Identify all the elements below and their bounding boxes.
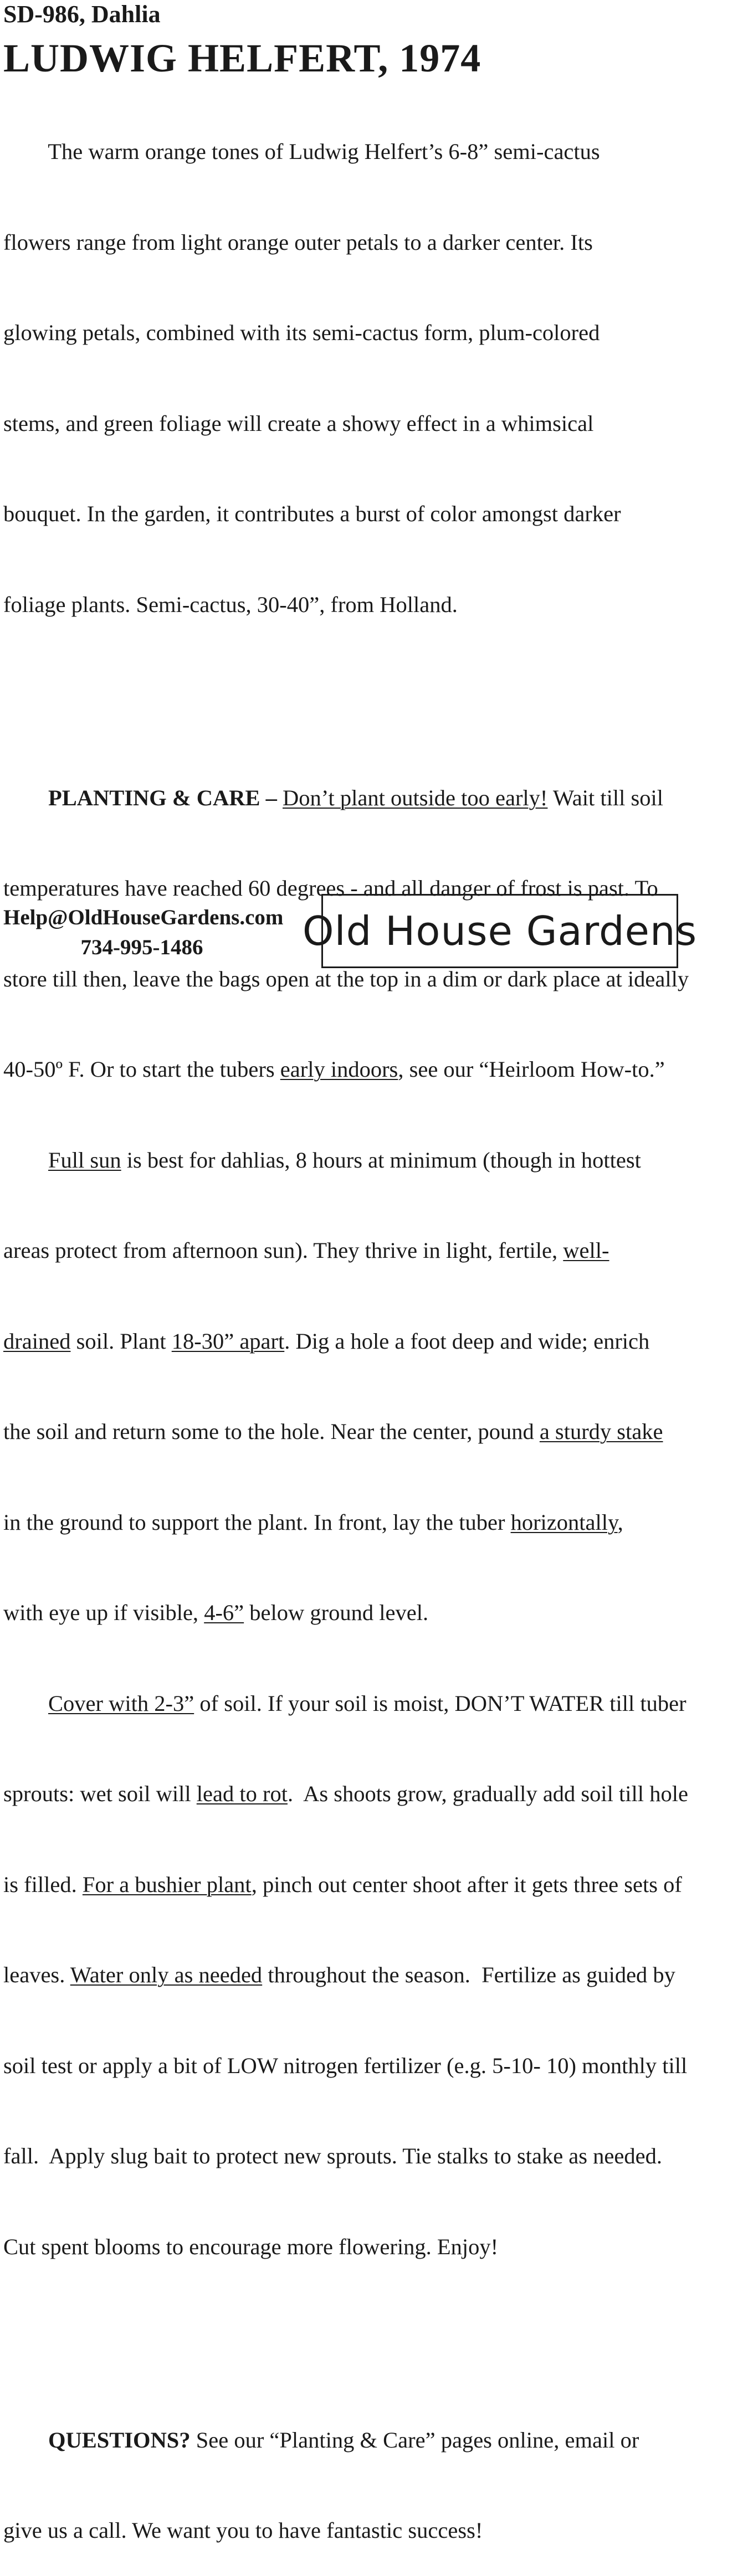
description-line: The warm orange tones of Ludwig Helfert’s 6-8” semi-cactus [3,139,600,164]
questions-line: QUESTIONS? See our “Planting & Care” pages online, email or [48,2427,639,2452]
planting-heading: PLANTING & CARE – [48,785,283,810]
contact-block [3,903,284,963]
description-line: foliage plants. Semi-cactus, 30-40”, from Holland. [3,592,458,617]
underlined-phrase: a sturdy stake [539,1419,663,1444]
underlined-phrase: early indoors [280,1057,398,1082]
phone-number[interactable]: 734-995-1486 [80,935,203,959]
planting-line: 40-50º F. Or to start the tubers early indoors, see our “Heirloom How-to.” [3,1057,665,1082]
planting-line: Cut spent blooms to encourage more flowering. Enjoy! [3,2234,499,2259]
email-address[interactable]: Help@OldHouseGardens.com [3,906,284,929]
planting-line: soil test or apply a bit of LOW nitrogen fertilizer (e.g. 5-10- 10) monthly till [3,2053,688,2078]
underlined-phrase: well- [563,1238,609,1263]
logo-box [302,894,698,968]
underlined-phrase: 4-6” [204,1600,244,1625]
planting-line: leaves. Water only as needed throughout the season. Fertilize as guided by [3,1962,675,1987]
description-line: bouquet. In the garden, it contributes a burst of color amongst darker [3,501,621,526]
underlined-phrase: Don’t plant outside too early! [283,785,548,810]
body-text [3,76,724,2576]
underlined-phrase: lead to rot [196,1781,288,1806]
planting-line: temperatures have reached 60 degrees - and all danger of frost is past. To [3,876,658,901]
underlined-phrase: Water only as needed [70,1962,263,1987]
description-line: glowing petals, combined with its semi-cactus form, plum-colored [3,320,600,345]
planting-line: store till then, leave the bags open at the top in a dim or dark place at ideally [3,966,689,991]
underlined-phrase: Full sun [48,1147,121,1173]
planting-line: drained soil. Plant 18-30” apart. Dig a hole a foot deep and wide; enrich [3,1328,650,1354]
planting-line: in the ground to support the plant. In front, lay the tuber horizontally, [3,1509,623,1535]
underlined-phrase: 18-30” apart [171,1328,285,1354]
planting-line: fall. Apply slug bait to protect new sprouts. Tie stalks to stake as needed. [3,2143,662,2168]
questions-line: give us a call. We want you to have fantastic success! [3,2518,483,2543]
planting-line: is filled. For a bushier plant, pinch out center shoot after it gets three sets of [3,1871,682,1897]
underlined-phrase: For a bushier plant [82,1871,252,1897]
underlined-phrase: drained [3,1328,71,1354]
underlined-phrase: horizontally [510,1509,618,1535]
variety-title: LUDWIG HELFERT, 1974 [3,36,481,80]
planting-line: sprouts: wet soil will lead to rot. As shoots grow, gradually add soil till hole [3,1781,688,1806]
planting-line: with eye up if visible, 4-6” below ground level. [3,1600,429,1625]
planting-line: Cover with 2-3” of soil. If your soil is moist, DON’T WATER till tuber [48,1690,686,1716]
planting-line: the soil and return some to the hole. Near the center, pound a sturdy stake [3,1419,663,1444]
planting-line: PLANTING & CARE – Don’t plant outside too early! Wait till soil [48,785,664,810]
company-logo: Old House Gardens [302,908,698,954]
underlined-phrase: Cover with 2-3” [48,1690,194,1716]
variety-code: SD-986, Dahlia [3,1,161,28]
description-line: stems, and green foliage will create a showy effect in a whimsical [3,410,594,436]
planting-line: Full sun is best for dahlias, 8 hours at minimum (though in hottest [48,1147,641,1173]
description-line: flowers range from light orange outer petals to a darker center. Its [3,229,593,255]
planting-line: areas protect from afternoon sun). They thrive in light, fertile, well- [3,1238,609,1263]
questions-heading: QUESTIONS? [48,2427,191,2452]
